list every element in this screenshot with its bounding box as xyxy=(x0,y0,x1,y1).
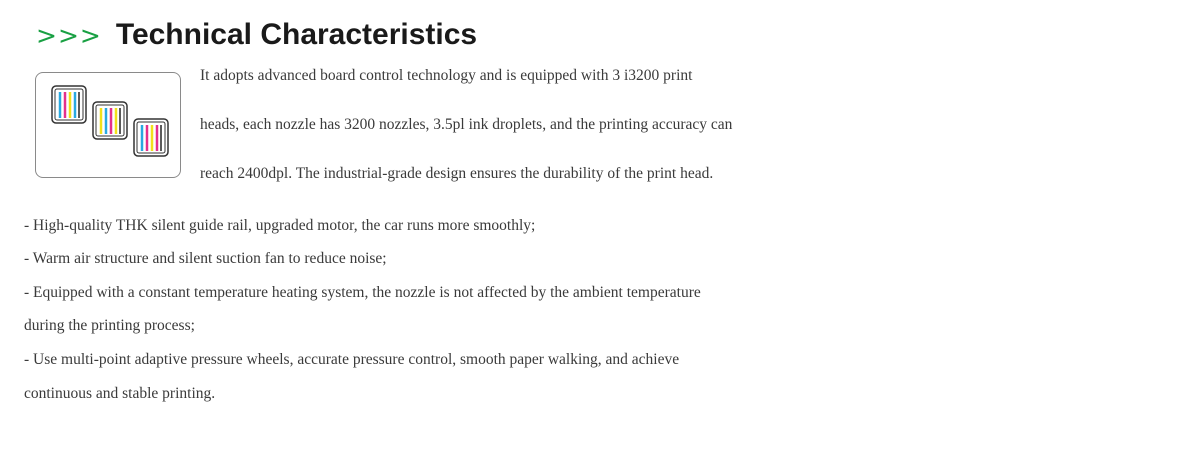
feature-line-1: - High-quality THK silent guide rail, upgraded motor, the car runs more smoothly; xyxy=(24,217,536,234)
print-head-1-icon xyxy=(52,86,86,123)
feature-line-4: during the printing process; xyxy=(24,317,195,334)
arrows-icon: >>> xyxy=(36,21,102,50)
print-head-3-icon xyxy=(134,119,168,156)
intro-line-1: It adopts advanced board control technology and is equipped with 3 i3200 print xyxy=(200,67,693,84)
print-heads-icon xyxy=(35,72,181,178)
section-title: Technical Characteristics xyxy=(115,18,478,51)
print-heads-graphic xyxy=(36,73,182,179)
feature-line-6: continuous and stable printing. xyxy=(24,385,216,402)
feature-line-3: - Equipped with a constant temperature heating system, the nozzle is not affected by the ambient temperature xyxy=(24,284,701,301)
intro-line-3: reach 2400dpl. The industrial-grade design ensures the durability of the print head. xyxy=(200,165,714,182)
print-head-2-icon xyxy=(93,102,127,139)
feature-line-2: - Warm air structure and silent suction fan to reduce noise; xyxy=(24,250,387,267)
feature-line-5: - Use multi-point adaptive pressure wheels, accurate pressure control, smooth paper walking, and achieve xyxy=(24,351,680,368)
section-heading xyxy=(36,18,477,52)
intro-line-2: heads, each nozzle has 3200 nozzles, 3.5pl ink droplets, and the printing accuracy can xyxy=(200,116,733,133)
